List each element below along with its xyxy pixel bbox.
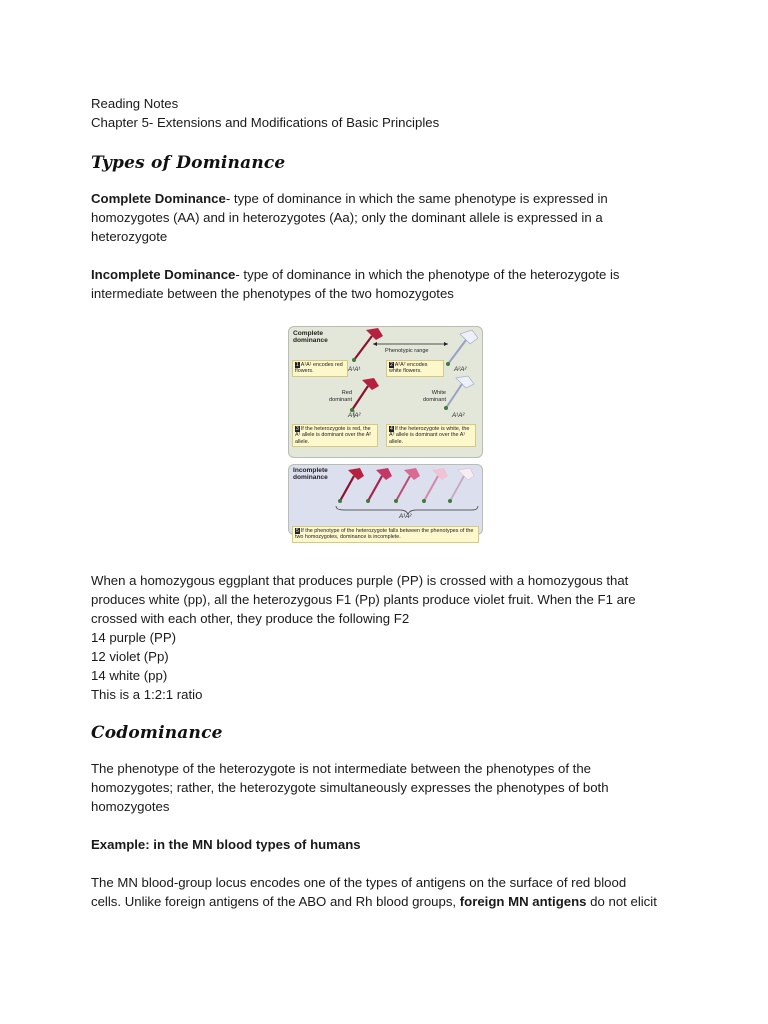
chapter-title: Chapter 5- Extensions and Modifications of Basic Principles	[91, 115, 440, 130]
box-3: 3 If the heterozygote is red, the A¹ allele is dominant over the A² allele.	[292, 424, 378, 447]
incomplete-flower-row-icon	[338, 468, 474, 503]
codominance-line-3: homozygotes	[91, 799, 170, 814]
a1a2-left-label: A¹A²	[348, 412, 361, 419]
eggplant-paragraph	[91, 571, 691, 704]
eggplant-violet-count: 12 violet (Pp)	[91, 649, 169, 664]
dominance-figure	[288, 326, 483, 548]
box-2-text: A²A² encodes white flowers.	[389, 362, 428, 375]
box-1: 1 A¹A¹ encodes red flowers.	[292, 360, 348, 377]
box-5-text: If the phenotype of the heterozygote falls between the phenotypes of the two homozygotes, dominance is incomplete.	[295, 528, 474, 541]
a1a2-bottom-label: A¹A²	[399, 513, 412, 520]
complete-dominance-title: Complete dominance	[293, 330, 328, 344]
incomplete-dominance-title: Incomplete dominance	[293, 467, 328, 481]
a1a2-right-label: A¹A²	[452, 412, 465, 419]
complete-dominance-text-2: homozygotes (AA) and in heterozygotes (Aa); only the dominant allele is expressed in a	[91, 210, 603, 225]
incomplete-dominance-text-2: intermediate between the phenotypes of the two homozygotes	[91, 286, 454, 301]
codominance-heading: Codominance	[91, 723, 223, 743]
incomplete-dominance-paragraph	[91, 265, 691, 303]
codominance-line-2: homozygotes; rather, the heterozygote simultaneously expresses the phenotypes of both	[91, 780, 609, 795]
mn-line-1: The MN blood-group locus encodes one of the types of antigens on the surface of red blood	[91, 875, 627, 890]
red-flower-icon	[352, 328, 383, 362]
white-heterozygote-flower-icon	[444, 376, 474, 410]
box-4-text: If the heterozygote is white, the A² allele is dominant over the A¹ allele.	[389, 426, 470, 445]
red-heterozygote-flower-icon	[350, 378, 379, 412]
codominance-line-1: The phenotype of the heterozygote is not intermediate between the phenotypes of the	[91, 761, 592, 776]
a2a2-label: A²A²	[454, 366, 467, 373]
complete-dominance-text-1: - type of dominance in which the same phenotype is expressed in	[225, 191, 608, 206]
box-5: 5 If the phenotype of the heterozygote falls between the phenotypes of the two homozygotes, dominance is incomplete.	[292, 526, 479, 543]
complete-dominance-paragraph	[91, 189, 691, 246]
eggplant-line-3: crossed with each other, they produce the following F2	[91, 611, 410, 626]
eggplant-line-1: When a homozygous eggplant that produces purple (PP) is crossed with a homozygous that	[91, 573, 629, 588]
eggplant-line-2: produces white (pp), all the heterozygous F1 (Pp) plants produce violet fruit. When the F1 are	[91, 592, 636, 607]
document-page	[91, 94, 691, 911]
mn-paragraph	[91, 873, 691, 911]
a1a1-label: A¹A¹	[348, 366, 361, 373]
box-4: 4 If the heterozygote is white, the A² allele is dominant over the A¹ allele.	[386, 424, 476, 447]
eggplant-purple-count: 14 purple (PP)	[91, 630, 177, 645]
red-dominant-label: Red dominant	[328, 390, 352, 403]
phenotypic-range-label: Phenotypic range	[385, 348, 429, 354]
box-2: 2 A²A² encodes white flowers.	[386, 360, 444, 377]
box-1-text: A¹A¹ encodes red flowers.	[295, 362, 343, 375]
white-flower-icon	[446, 330, 478, 366]
mn-antigens-term: foreign MN antigens	[459, 894, 587, 909]
eggplant-white-count: 14 white (pp)	[91, 668, 168, 683]
mn-line-2a: cells. Unlike foreign antigens of the ABO and Rh blood groups,	[91, 894, 460, 909]
eggplant-ratio: This is a 1:2:1 ratio	[91, 687, 203, 702]
white-dominant-label: White dominant	[422, 390, 446, 403]
mn-example-heading: Example: in the MN blood types of humans	[91, 837, 361, 852]
codominance-paragraph	[91, 759, 691, 816]
complete-dominance-term: Complete Dominance	[91, 191, 226, 206]
complete-dominance-text-3: heterozygote	[91, 229, 168, 244]
mn-line-2c: do not elicit	[586, 894, 657, 909]
box-3-text: If the heterozygote is red, the A¹ allele is dominant over the A² allele.	[295, 426, 372, 445]
types-of-dominance-heading: Types of Dominance	[91, 153, 286, 173]
incomplete-dominance-term: Incomplete Dominance	[91, 267, 236, 282]
reading-notes-label: Reading Notes	[91, 96, 179, 111]
incomplete-dominance-text-1: - type of dominance in which the phenotype of the heterozygote is	[235, 267, 620, 282]
